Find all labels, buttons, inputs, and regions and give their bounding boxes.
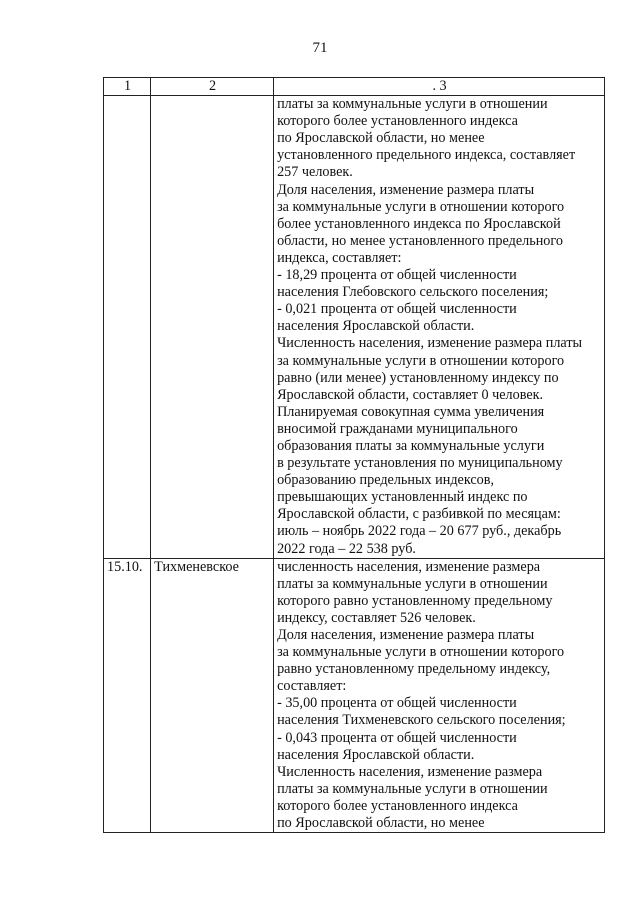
text-line: 257 человек. xyxy=(277,164,353,181)
text-line: за коммунальные услуги в отношении которого xyxy=(277,198,565,215)
text-line: равно установленному предельному индексу, xyxy=(277,661,551,678)
text-line: более установленного индекса по Ярославской xyxy=(277,215,561,232)
text-line: Ярославской области, составляет 0 человек. xyxy=(277,386,544,403)
text-line: индекса, составляет: xyxy=(277,249,402,266)
text-line: платы за коммунальные услуги в отношении xyxy=(277,780,548,797)
text-line: - 0,021 процента от общей численности xyxy=(277,301,517,318)
text-line: области, но менее установленного предельного xyxy=(277,232,563,249)
description-cell xyxy=(274,558,605,833)
description-cell xyxy=(274,96,605,559)
text-line: которого более установленного индекса xyxy=(277,113,518,130)
text-line: - 35,00 процента от общей численности xyxy=(277,695,517,712)
text-line: равно (или менее) установленному индексу по xyxy=(277,369,559,386)
table-row xyxy=(104,96,605,559)
text-line: установленного предельного индекса, составляет xyxy=(277,147,576,164)
text-line: Численность населения, изменение размера xyxy=(277,763,543,780)
text-line: платы за коммунальные услуги в отношении xyxy=(277,96,548,113)
text-line: 2022 года – 22 538 руб. xyxy=(277,540,416,557)
text-line: за коммунальные услуги в отношении которого xyxy=(277,352,565,369)
column-header-1: 1 xyxy=(104,78,151,96)
text-line: индексу, составляет 526 человек. xyxy=(277,609,476,626)
document-table xyxy=(103,77,605,833)
page-number: 71 xyxy=(312,40,328,56)
text-line: населения Тихменевского сельского поселения; xyxy=(277,712,566,729)
row-number-cell: 15.10. xyxy=(104,558,151,833)
text-line: Ярославской области, с разбивкой по месяцам: xyxy=(277,506,561,523)
text-line: платы за коммунальные услуги в отношении xyxy=(277,575,548,592)
text-line: за коммунальные услуги в отношении которого xyxy=(277,644,565,661)
text-line: населения Ярославской области. xyxy=(277,746,475,763)
text-line: которого более установленного индекса xyxy=(277,797,518,814)
text-line: Доля населения, изменение размера платы xyxy=(277,627,535,643)
text-line: по Ярославской области, но менее xyxy=(277,815,485,832)
text-line: - 18,29 процента от общей численности xyxy=(277,267,517,284)
column-header-2: 2 xyxy=(151,78,274,96)
text-line: в результате установления по муниципальному xyxy=(277,455,563,472)
text-line: составляет: xyxy=(277,678,347,695)
text-line: вносимой гражданами муниципального xyxy=(277,420,518,437)
municipality-name-cell: Тихменевское xyxy=(151,558,274,833)
text-line: Численность населения, изменение размера платы xyxy=(277,335,583,352)
text-line: населения Ярославской области. xyxy=(277,318,475,335)
text-line: населения Глебовского сельского поселения; xyxy=(277,284,549,301)
text-line: образованию предельных индексов, xyxy=(277,472,495,489)
text-line: - 0,043 процента от общей численности xyxy=(277,729,517,746)
text-line: образования платы за коммунальные услуги xyxy=(277,437,545,454)
text-line: Доля населения, изменение размера платы xyxy=(277,181,535,198)
row-number-cell xyxy=(104,96,151,559)
text-line: июль – ноябрь 2022 года – 20 677 руб., декабрь xyxy=(277,523,562,540)
text-line: превышающих установленный индекс по xyxy=(277,489,528,506)
column-header-3: . 3 xyxy=(274,78,605,96)
text-line: которого равно установленному предельному xyxy=(277,592,553,609)
municipality-name-cell xyxy=(151,96,274,559)
text-line: по Ярославской области, но менее xyxy=(277,130,485,147)
text-line: численность населения, изменение размера xyxy=(277,558,541,575)
text-line: Планируемая совокупная сумма увеличения xyxy=(277,403,545,420)
table-header-row xyxy=(104,78,605,96)
table-row xyxy=(104,558,605,833)
